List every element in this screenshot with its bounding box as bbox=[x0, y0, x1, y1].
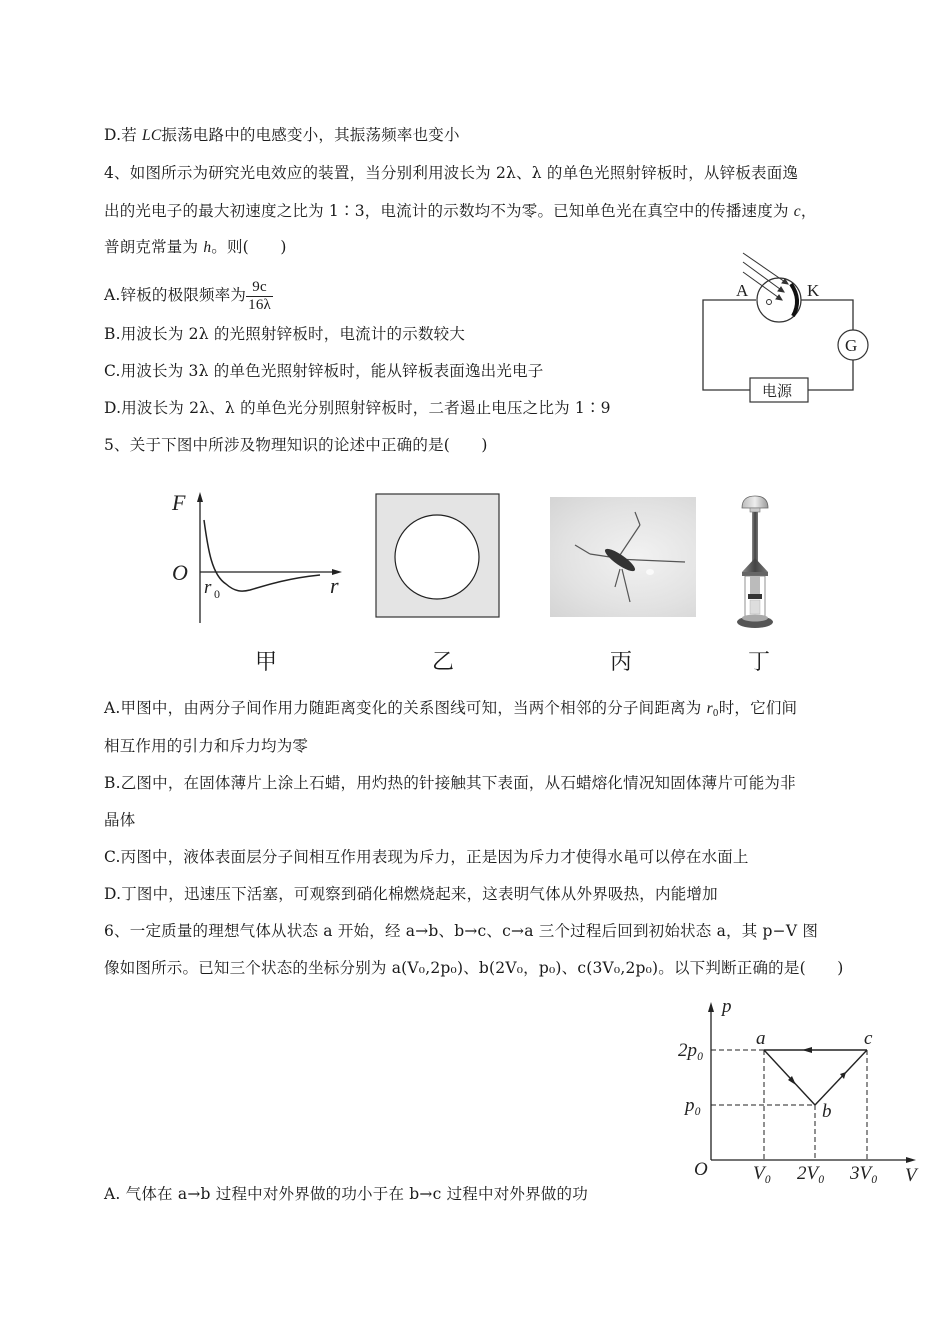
symbol-c: c bbox=[793, 203, 801, 220]
lc-symbol: LC bbox=[142, 127, 162, 144]
q4-stem-line2-end: ， bbox=[800, 202, 817, 220]
r0-label: r bbox=[204, 577, 212, 598]
q5-option-c: C.丙图中，液体表面层分子间相互作用表现为斥力，正是因为斥力才使得水黾可以停在水面上 bbox=[104, 848, 749, 866]
caption-jia: 甲 bbox=[255, 650, 278, 675]
q5-option-a-line2: 相互作用的引力和斥力均为零 bbox=[104, 737, 309, 755]
tick-2p0: 2p₀ bbox=[678, 1040, 704, 1061]
distance-axis-label: r bbox=[330, 573, 339, 598]
q5-option-a-text-end: 时，它们间 bbox=[718, 699, 798, 717]
caption-bing: 丙 bbox=[610, 650, 633, 675]
galvanometer-label: G bbox=[845, 336, 858, 355]
q5-option-d: D.丁图中，迅速压下活塞，可观察到硝化棉燃烧起来，这表明气体从外界吸热，内能增加 bbox=[104, 885, 718, 903]
q4-stem-line2 bbox=[104, 201, 817, 222]
q4-option-c: C.用波长为 3λ 的单色光照射锌板时，能从锌板表面逸出光电子 bbox=[104, 362, 544, 380]
q5-option-b-line1: B.乙图中，在固体薄片上涂上石蜡，用灼热的针接触其下表面，从石蜡熔化情况知固体薄片可能为非 bbox=[104, 774, 796, 792]
q6-stem-line2: 像如图所示。已知三个状态的坐标分别为 a(V₀,2p₀)、b(2V₀，p₀)、c(3V₀,2p₀)。以下判断正确的是( ) bbox=[104, 959, 844, 977]
q4-stem-line3-text: 普朗克常量为 bbox=[104, 238, 204, 256]
anode-label: A bbox=[736, 281, 749, 300]
point-c-label: c bbox=[864, 1028, 873, 1049]
symbol-h: h bbox=[203, 239, 212, 256]
r0-symbol-subscript: 0 bbox=[712, 709, 719, 719]
arrow-c-to-a-icon bbox=[802, 1047, 812, 1053]
origin-label: O bbox=[694, 1159, 708, 1180]
q3-option-d-prefix: D.若 bbox=[104, 126, 143, 144]
q4-stem-line2-text: 出的光电子的最大初速度之比为 1∶3，电流计的示数均不为零。已知单色光在真空中的传播速度为 bbox=[104, 202, 794, 220]
power-supply-label: 电源 bbox=[762, 382, 793, 400]
point-a-label: a bbox=[756, 1028, 766, 1049]
q4-option-a bbox=[104, 276, 273, 314]
v-axis-label: V bbox=[905, 1165, 917, 1186]
q4-stem-line1: 4、如图所示为研究光电效应的装置，当分别利用波长为 2λ、λ 的单色光照射锌板时，从锌板表面逸 bbox=[104, 164, 799, 182]
q3-option-d bbox=[104, 125, 460, 146]
q4-stem-line3 bbox=[104, 237, 287, 258]
q4-option-d: D.用波长为 2λ、λ 的单色光分别照射锌板时，二者遏止电压之比为 1∶9 bbox=[104, 399, 611, 417]
caption-ding: 丁 bbox=[748, 650, 771, 675]
caption-yi: 乙 bbox=[432, 650, 455, 675]
photoelectric-circuit-figure bbox=[690, 250, 880, 410]
water-strider-photo bbox=[550, 497, 696, 617]
tick-p0: p₀ bbox=[685, 1095, 702, 1116]
force-distance-graph bbox=[160, 480, 350, 630]
q5-option-a-text: A.甲图中，由两分子间作用力随距离变化的关系图线可知，当两个相邻的分子间距离为 bbox=[104, 699, 707, 717]
fraction bbox=[246, 279, 273, 314]
q4-option-a-text: A.锌板的极限频率为 bbox=[104, 286, 247, 304]
p-axis-label: p bbox=[722, 996, 732, 1017]
fraction-numerator: 9c bbox=[246, 279, 273, 297]
q5-option-b-line2: 晶体 bbox=[104, 811, 136, 829]
r0-subscript: 0 bbox=[214, 587, 220, 601]
q5-option-a-line1 bbox=[104, 698, 797, 724]
force-axis-label: F bbox=[172, 490, 186, 515]
q5-stem: 5、关于下图中所涉及物理知识的论述中正确的是( ) bbox=[104, 436, 488, 454]
tick-2v0: 2V₀ bbox=[797, 1163, 825, 1184]
fraction-denominator: 16λ bbox=[248, 296, 271, 313]
origin-label: O bbox=[172, 560, 188, 585]
q4-option-b: B.用波长为 2λ 的光照射锌板时，电流计的示数较大 bbox=[104, 325, 466, 343]
cathode-label: K bbox=[807, 281, 820, 300]
tick-v0: V₀ bbox=[753, 1163, 772, 1184]
pv-diagram bbox=[660, 996, 930, 1190]
point-b-label: b bbox=[822, 1101, 832, 1122]
wax-melting-plate-figure bbox=[375, 493, 501, 619]
q3-option-d-suffix: 振荡电路中的电感变小，其振荡频率也变小 bbox=[161, 126, 460, 144]
r0-symbol: r bbox=[706, 700, 713, 717]
fire-syringe-figure bbox=[730, 490, 780, 635]
q6-stem-line1: 6、一定质量的理想气体从状态 a 开始，经 a→b、b→c、c→a 三个过程后回到初始状态 a，其 p−V 图 bbox=[104, 922, 819, 940]
q6-option-a: A. 气体在 a→b 过程中对外界做的功小于在 b→c 过程中对外界做的功 bbox=[104, 1185, 588, 1203]
tick-3v0: 3V₀ bbox=[850, 1163, 878, 1184]
q4-stem-line3-end: 。则( ) bbox=[211, 238, 287, 256]
